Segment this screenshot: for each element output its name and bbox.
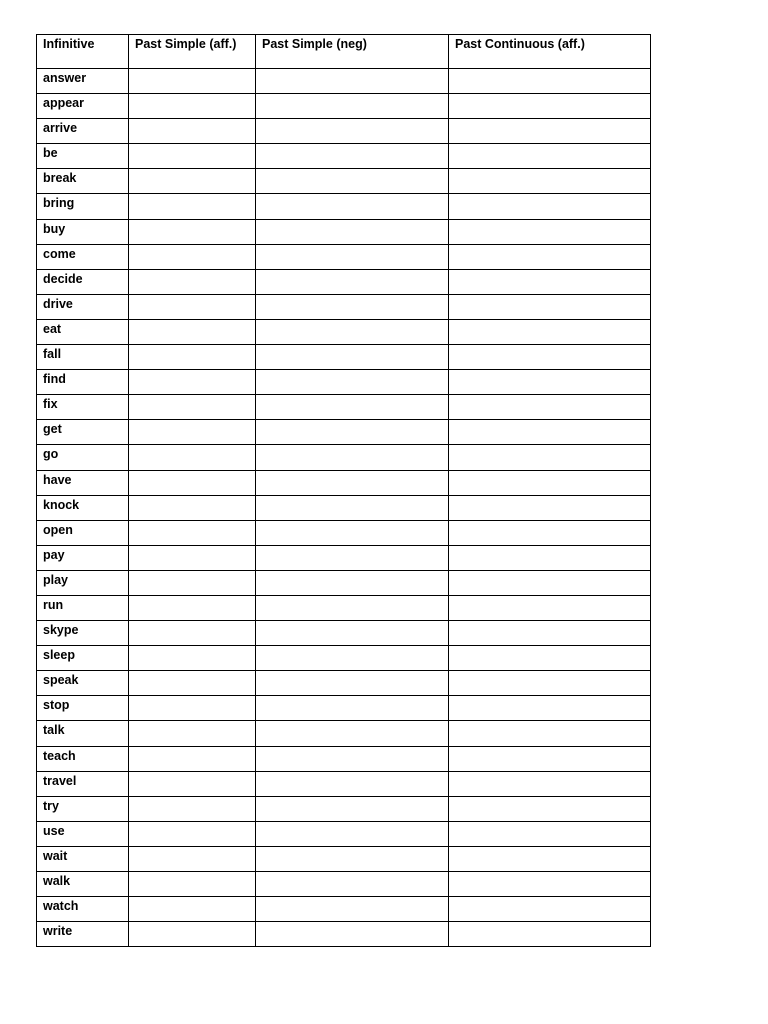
infinitive-cell: break: [37, 169, 129, 194]
infinitive-cell: fix: [37, 395, 129, 420]
infinitive-cell: open: [37, 520, 129, 545]
past-simple-neg-cell: [256, 244, 449, 269]
past-simple-aff-cell: [129, 69, 256, 94]
infinitive-cell: watch: [37, 897, 129, 922]
past-simple-neg-cell: [256, 69, 449, 94]
past-continuous-aff-cell: [449, 696, 651, 721]
infinitive-cell: run: [37, 595, 129, 620]
past-simple-neg-cell: [256, 897, 449, 922]
past-simple-aff-cell: [129, 420, 256, 445]
past-simple-aff-cell: [129, 495, 256, 520]
past-simple-aff-cell: [129, 194, 256, 219]
past-continuous-aff-cell: [449, 495, 651, 520]
past-simple-neg-cell: [256, 796, 449, 821]
table-row: [37, 169, 651, 194]
table-row: [37, 646, 651, 671]
infinitive-cell: get: [37, 420, 129, 445]
past-continuous-aff-cell: [449, 846, 651, 871]
infinitive-cell: try: [37, 796, 129, 821]
past-continuous-aff-cell: [449, 671, 651, 696]
table-row: [37, 119, 651, 144]
past-continuous-aff-cell: [449, 520, 651, 545]
past-simple-aff-cell: [129, 872, 256, 897]
past-continuous-aff-cell: [449, 370, 651, 395]
infinitive-cell: find: [37, 370, 129, 395]
table-row: [37, 445, 651, 470]
table-row: [37, 495, 651, 520]
past-simple-neg-cell: [256, 545, 449, 570]
infinitive-cell: write: [37, 922, 129, 947]
past-simple-aff-cell: [129, 771, 256, 796]
past-simple-neg-cell: [256, 821, 449, 846]
past-simple-aff-cell: [129, 696, 256, 721]
past-simple-aff-cell: [129, 897, 256, 922]
header-past-simple-neg: Past Simple (neg): [256, 35, 449, 69]
table-row: [37, 570, 651, 595]
infinitive-cell: sleep: [37, 646, 129, 671]
table-row: [37, 721, 651, 746]
past-continuous-aff-cell: [449, 69, 651, 94]
past-simple-aff-cell: [129, 646, 256, 671]
past-simple-aff-cell: [129, 821, 256, 846]
past-simple-aff-cell: [129, 545, 256, 570]
table-row: [37, 219, 651, 244]
table-row: [37, 922, 651, 947]
past-simple-neg-cell: [256, 470, 449, 495]
infinitive-cell: eat: [37, 319, 129, 344]
verb-rows: [37, 69, 651, 947]
infinitive-cell: come: [37, 244, 129, 269]
infinitive-cell: drive: [37, 294, 129, 319]
verb-tense-table: [36, 34, 651, 947]
infinitive-cell: have: [37, 470, 129, 495]
past-simple-aff-cell: [129, 94, 256, 119]
past-continuous-aff-cell: [449, 119, 651, 144]
past-simple-aff-cell: [129, 746, 256, 771]
past-simple-neg-cell: [256, 169, 449, 194]
infinitive-cell: buy: [37, 219, 129, 244]
past-continuous-aff-cell: [449, 319, 651, 344]
past-simple-aff-cell: [129, 144, 256, 169]
past-simple-neg-cell: [256, 395, 449, 420]
header-past-simple-aff: Past Simple (aff.): [129, 35, 256, 69]
past-continuous-aff-cell: [449, 646, 651, 671]
past-continuous-aff-cell: [449, 445, 651, 470]
infinitive-cell: talk: [37, 721, 129, 746]
header-past-continuous-aff: Past Continuous (aff.): [449, 35, 651, 69]
past-simple-neg-cell: [256, 194, 449, 219]
table-row: [37, 671, 651, 696]
past-simple-neg-cell: [256, 621, 449, 646]
header-row: [37, 35, 651, 69]
infinitive-cell: decide: [37, 269, 129, 294]
infinitive-cell: arrive: [37, 119, 129, 144]
infinitive-cell: pay: [37, 545, 129, 570]
past-simple-neg-cell: [256, 319, 449, 344]
past-simple-aff-cell: [129, 370, 256, 395]
infinitive-cell: fall: [37, 345, 129, 370]
past-continuous-aff-cell: [449, 194, 651, 219]
table-row: [37, 194, 651, 219]
infinitive-cell: answer: [37, 69, 129, 94]
past-simple-aff-cell: [129, 595, 256, 620]
past-simple-aff-cell: [129, 846, 256, 871]
past-continuous-aff-cell: [449, 269, 651, 294]
past-continuous-aff-cell: [449, 796, 651, 821]
table-row: [37, 545, 651, 570]
past-continuous-aff-cell: [449, 897, 651, 922]
table-row: [37, 821, 651, 846]
past-continuous-aff-cell: [449, 621, 651, 646]
table-row: [37, 595, 651, 620]
table-row: [37, 269, 651, 294]
table-row: [37, 771, 651, 796]
past-simple-neg-cell: [256, 219, 449, 244]
table-row: [37, 345, 651, 370]
past-continuous-aff-cell: [449, 395, 651, 420]
past-simple-aff-cell: [129, 796, 256, 821]
table-row: [37, 395, 651, 420]
table-row: [37, 520, 651, 545]
past-simple-neg-cell: [256, 872, 449, 897]
past-continuous-aff-cell: [449, 345, 651, 370]
table-row: [37, 846, 651, 871]
table-row: [37, 746, 651, 771]
infinitive-cell: stop: [37, 696, 129, 721]
past-simple-neg-cell: [256, 671, 449, 696]
table-row: [37, 69, 651, 94]
past-simple-aff-cell: [129, 319, 256, 344]
past-simple-aff-cell: [129, 345, 256, 370]
infinitive-cell: play: [37, 570, 129, 595]
infinitive-cell: appear: [37, 94, 129, 119]
past-simple-neg-cell: [256, 922, 449, 947]
past-continuous-aff-cell: [449, 746, 651, 771]
past-simple-neg-cell: [256, 370, 449, 395]
past-simple-neg-cell: [256, 846, 449, 871]
past-simple-neg-cell: [256, 420, 449, 445]
table-row: [37, 294, 651, 319]
past-continuous-aff-cell: [449, 922, 651, 947]
infinitive-cell: be: [37, 144, 129, 169]
past-simple-neg-cell: [256, 696, 449, 721]
past-simple-aff-cell: [129, 269, 256, 294]
infinitive-cell: skype: [37, 621, 129, 646]
past-continuous-aff-cell: [449, 420, 651, 445]
past-simple-neg-cell: [256, 570, 449, 595]
past-simple-neg-cell: [256, 144, 449, 169]
past-continuous-aff-cell: [449, 545, 651, 570]
infinitive-cell: teach: [37, 746, 129, 771]
past-simple-neg-cell: [256, 520, 449, 545]
past-continuous-aff-cell: [449, 294, 651, 319]
table-row: [37, 872, 651, 897]
past-simple-aff-cell: [129, 244, 256, 269]
past-continuous-aff-cell: [449, 244, 651, 269]
table-row: [37, 94, 651, 119]
infinitive-cell: bring: [37, 194, 129, 219]
past-simple-neg-cell: [256, 721, 449, 746]
past-simple-aff-cell: [129, 169, 256, 194]
past-simple-aff-cell: [129, 119, 256, 144]
past-continuous-aff-cell: [449, 821, 651, 846]
past-simple-aff-cell: [129, 570, 256, 595]
past-simple-neg-cell: [256, 269, 449, 294]
past-continuous-aff-cell: [449, 721, 651, 746]
past-simple-neg-cell: [256, 771, 449, 796]
past-continuous-aff-cell: [449, 144, 651, 169]
past-simple-neg-cell: [256, 119, 449, 144]
past-simple-aff-cell: [129, 671, 256, 696]
past-simple-neg-cell: [256, 345, 449, 370]
past-simple-neg-cell: [256, 94, 449, 119]
infinitive-cell: go: [37, 445, 129, 470]
infinitive-cell: walk: [37, 872, 129, 897]
past-simple-neg-cell: [256, 746, 449, 771]
past-simple-aff-cell: [129, 445, 256, 470]
past-continuous-aff-cell: [449, 872, 651, 897]
table-row: [37, 144, 651, 169]
table-row: [37, 319, 651, 344]
past-continuous-aff-cell: [449, 169, 651, 194]
infinitive-cell: knock: [37, 495, 129, 520]
table-row: [37, 470, 651, 495]
past-simple-aff-cell: [129, 520, 256, 545]
table-row: [37, 621, 651, 646]
past-simple-aff-cell: [129, 470, 256, 495]
table-row: [37, 420, 651, 445]
past-simple-neg-cell: [256, 595, 449, 620]
table-row: [37, 370, 651, 395]
infinitive-cell: speak: [37, 671, 129, 696]
infinitive-cell: travel: [37, 771, 129, 796]
past-continuous-aff-cell: [449, 570, 651, 595]
past-simple-aff-cell: [129, 922, 256, 947]
infinitive-cell: wait: [37, 846, 129, 871]
past-simple-neg-cell: [256, 445, 449, 470]
past-simple-neg-cell: [256, 646, 449, 671]
past-continuous-aff-cell: [449, 470, 651, 495]
past-continuous-aff-cell: [449, 94, 651, 119]
table-row: [37, 696, 651, 721]
past-simple-aff-cell: [129, 721, 256, 746]
past-simple-neg-cell: [256, 495, 449, 520]
past-continuous-aff-cell: [449, 771, 651, 796]
header-infinitive: Infinitive: [37, 35, 129, 69]
past-continuous-aff-cell: [449, 219, 651, 244]
past-simple-aff-cell: [129, 621, 256, 646]
infinitive-cell: use: [37, 821, 129, 846]
past-simple-aff-cell: [129, 219, 256, 244]
past-simple-aff-cell: [129, 294, 256, 319]
table-row: [37, 796, 651, 821]
table-row: [37, 244, 651, 269]
past-continuous-aff-cell: [449, 595, 651, 620]
table-row: [37, 897, 651, 922]
past-simple-aff-cell: [129, 395, 256, 420]
worksheet: [36, 34, 651, 947]
past-simple-neg-cell: [256, 294, 449, 319]
